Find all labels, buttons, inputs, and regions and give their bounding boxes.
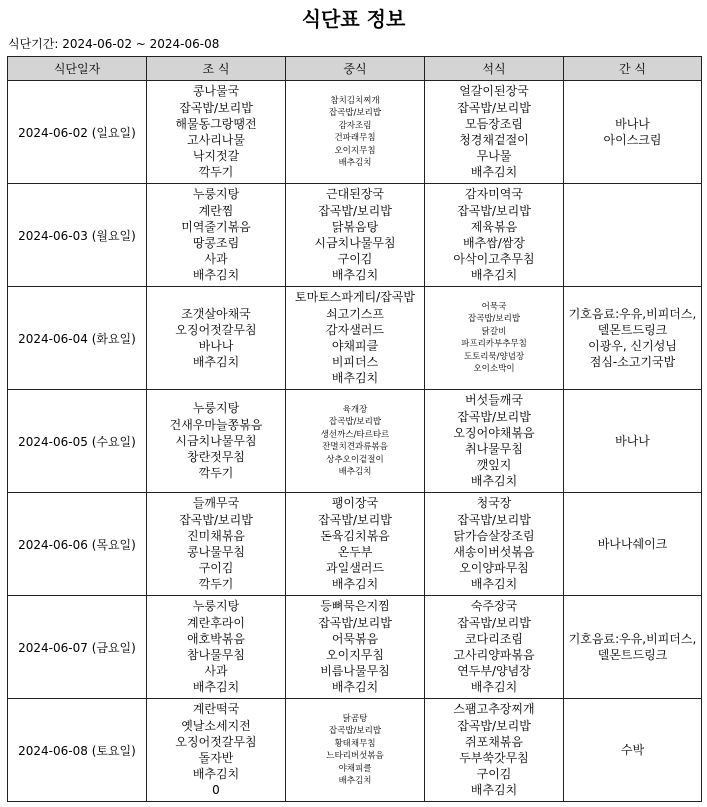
dinner-cell [425,596,564,699]
menu-item: 배추김치 [192,767,240,782]
menu-item: 누룽지탕 [192,187,240,202]
menu-item: 계란떡국 [192,702,240,717]
menu-item: 청경채겉절이 [459,133,529,147]
breakfast-list [149,701,283,798]
menu-item: 바나나 [615,116,650,131]
header-lunch: 중식 [286,57,425,81]
menu-item: 이광우, 신기성님 [588,339,677,353]
menu-item: 건새우마늘쫑볶음 [169,417,263,432]
breakfast-list [149,400,283,481]
menu-item: 닭가슴살장조림 [453,528,535,543]
menu-item: 아이스크림 [603,133,662,147]
dinner-cell [425,287,564,390]
menu-item: 델몬트드링크 [597,648,668,662]
menu-item: 야채피클 [338,763,372,774]
dinner-list [427,301,561,376]
menu-item: 기호음료:우유,비피더스, [568,306,697,321]
menu-item: 낙지젓갈 [192,149,240,164]
menu-item: 사과 [204,252,228,267]
snack-cell [564,493,702,596]
snack-list [566,306,699,371]
menu-item: 깍두기 [198,466,234,481]
menu-item: 무나물 [476,149,512,164]
menu-item: 생선까스/타르타르 [320,429,390,440]
breakfast-list [149,83,283,180]
menu-item: 시금치나물무침 [314,236,396,250]
snack-cell [564,81,702,184]
dinner-list [427,701,561,798]
menu-item: 잔멸치견과류볶음 [322,442,388,452]
menu-item: 배추김치 [192,355,240,370]
breakfast-list [149,495,283,592]
breakfast-cell [147,493,286,596]
snack-cell [564,390,702,493]
menu-item: 잡곡밥/보리밥 [328,417,382,427]
menu-period: 식단기간: 2024-06-02 ~ 2024-06-08 [8,37,220,51]
dinner-cell [425,699,564,802]
menu-item: 깻잎지 [476,458,512,473]
dinner-cell [425,493,564,596]
menu-item: 온두부 [337,545,373,559]
menu-item: 배추김치 [331,577,379,592]
menu-item: 쥐포채볶음 [465,734,523,749]
menu-item: 바나나 [615,433,650,448]
menu-item: 깍두기 [198,165,234,180]
menu-item: 모듬장조림 [465,116,523,131]
meal-date: 2024-06-04 (화요일) [8,287,147,390]
menu-item: 잡곡밥/보리밥 [457,718,531,733]
meal-date: 2024-06-02 (일요일) [8,81,147,184]
menu-item: 잡곡밥/보리밥 [457,409,531,424]
breakfast-cell [147,596,286,699]
breakfast-cell [147,81,286,184]
menu-item: 감자조림 [338,120,372,131]
menu-item: 구이김 [337,252,373,267]
menu-item: 사과 [204,664,228,679]
menu-item: 배추김치 [338,776,372,786]
snack-list [566,536,699,552]
menu-item: 시금치나물무침 [175,433,257,448]
menu-item: 숙주장국 [470,599,518,614]
dinner-list [427,83,561,180]
menu-item: 땅콩조림 [192,236,240,250]
meal-table [7,56,702,802]
breakfast-list [149,186,283,283]
menu-item: 오이양파무침 [459,561,529,576]
menu-item: 배추김치 [470,268,518,283]
menu-item: 잡곡밥/보리밥 [318,615,392,630]
menu-item: 구이김 [476,767,512,782]
menu-item: 누룽지탕 [192,599,240,614]
menu-item: 델몬트드링크 [597,322,668,337]
menu-item: 계란후라이 [187,615,245,630]
header-dinner: 석식 [425,57,564,81]
menu-item: 잡곡밥/보리밥 [328,726,382,736]
menu-item: 야채피클 [331,339,379,353]
lunch-list [288,598,422,695]
menu-item: 토마토스파게티/잡곡밥 [295,290,415,305]
table-row [8,184,702,287]
page-title: 식단표 정보 [301,7,406,31]
menu-item: 기호음료:우유,비피더스, [568,631,697,646]
header-date: 식단일자 [8,57,147,81]
menu-item: 배추김치 [338,467,372,477]
dinner-list [427,598,561,695]
menu-item: 계란찜 [198,203,234,218]
menu-item: 콩나물무침 [187,545,245,559]
lunch-cell [286,596,425,699]
menu-item: 잡곡밥/보리밥 [467,314,521,324]
menu-item: 배추김치 [192,680,240,695]
menu-item: 새송이버섯볶음 [453,545,535,559]
lunch-cell [286,390,425,493]
menu-item: 잡곡밥/보리밥 [457,512,531,527]
menu-item: 닭갈비 [481,326,507,337]
menu-item: 감자샐러드 [326,322,384,337]
meal-date: 2024-06-08 (토요일) [8,699,147,802]
menu-item: 깍두기 [198,577,234,592]
menu-item: 비름나물무침 [320,664,390,679]
dinner-list [427,186,561,283]
menu-item: 잡곡밥/보리밥 [328,108,382,118]
table-row [8,596,702,699]
menu-item: 아삭이고추무침 [453,252,535,267]
table-header-row [8,57,702,81]
lunch-list [288,186,422,283]
menu-item: 감자미역국 [465,187,523,202]
menu-item: 오징어젓갈무침 [175,322,257,337]
meal-date: 2024-06-03 (월요일) [8,184,147,287]
menu-item: 도토리묵/양념장 [463,351,525,362]
menu-item: 잡곡밥/보리밥 [457,615,531,630]
menu-item: 구이김 [198,561,234,576]
menu-item: 연두부/양념장 [457,664,531,679]
menu-item: 오징어야채볶음 [453,425,535,440]
menu-item: 배추김치 [470,783,518,798]
meal-date: 2024-06-05 (수요일) [8,390,147,493]
menu-item: 배추쌈/쌈장 [462,236,525,250]
breakfast-list [149,306,283,371]
table-row [8,81,702,184]
snack-list [566,116,699,148]
menu-item: 배추김치 [470,165,518,180]
menu-item: 콩나물국 [192,84,240,99]
breakfast-cell [147,184,286,287]
menu-item: 과일샐러드 [326,561,384,576]
menu-item: 고사리양파볶음 [453,648,535,662]
menu-item: 팽이장국 [331,496,379,511]
menu-item: 잡곡밥/보리밥 [318,512,392,527]
menu-item: 돌자반 [198,751,234,765]
lunch-cell [286,184,425,287]
menu-item: 돈육김치볶음 [320,528,390,543]
menu-item: 옛날소세지전 [181,718,251,733]
header-snack: 간 식 [564,57,702,81]
menu-item: 얼갈이된장국 [459,84,529,99]
snack-cell [564,596,702,699]
menu-item: 오이지무침 [326,648,384,662]
menu-item: 잡곡밥/보리밥 [457,203,531,218]
dinner-list [427,392,561,489]
menu-item: 참나물무침 [187,648,245,662]
dinner-cell [425,184,564,287]
menu-item: 스팸고추장찌개 [453,702,535,717]
menu-item: 상추오이겉절이 [326,454,384,465]
menu-item: 수박 [620,742,645,757]
menu-item: 조갯살아채국 [181,306,251,321]
menu-item: 버섯들깨국 [465,393,523,408]
breakfast-list [149,598,283,695]
snack-cell [564,287,702,390]
table-row [8,390,702,493]
menu-item: 점심-소고기국밥 [589,355,676,370]
dinner-cell [425,390,564,493]
menu-item: 배추김치 [470,680,518,695]
snack-cell [564,184,702,287]
menu-item: 쇠고기스프 [326,306,384,321]
menu-item: 비피더스 [331,355,379,370]
menu-item: 창란젓무침 [187,450,245,465]
menu-item: 어묵국 [481,301,507,312]
menu-item: 누룽지탕 [192,401,240,416]
menu-item: 배추김치 [331,268,379,283]
menu-item: 청국장 [476,496,512,511]
meal-date: 2024-06-06 (목요일) [8,493,147,596]
menu-item: 참치김치찌개 [330,95,380,106]
menu-item: 오징어젓갈무침 [175,734,257,749]
menu-item: 배추김치 [470,577,518,592]
menu-item: 오이소박이 [473,364,515,374]
menu-item: 잡곡밥/보리밥 [457,100,531,115]
menu-item: 배추김치 [192,268,240,283]
menu-item: 제육볶음 [470,219,518,234]
lunch-list [288,95,422,170]
lunch-cell [286,493,425,596]
lunch-list [288,289,422,386]
menu-item: 닭볶음탕 [331,219,379,234]
breakfast-cell [147,390,286,493]
table-row [8,699,702,802]
menu-item: 해물동그랑땡전 [175,116,257,131]
menu-item: 파프리카부추무침 [461,339,527,349]
lunch-list [288,404,422,479]
menu-item: 배추김치 [338,158,372,168]
menu-item: 바나나 [198,339,234,353]
snack-list [566,742,699,758]
menu-item: 황태채무침 [334,738,376,749]
menu-item: 취나물무침 [465,442,523,456]
breakfast-cell [147,287,286,390]
menu-item: 코다리조림 [465,631,523,646]
menu-item: 육개장 [342,404,368,415]
dinner-list [427,495,561,592]
breakfast-cell [147,699,286,802]
menu-item: 근대된장국 [326,187,384,202]
lunch-cell [286,287,425,390]
lunch-list [288,495,422,592]
menu-item: 오이지무침 [334,145,376,156]
lunch-cell [286,81,425,184]
menu-item: 애호박볶음 [187,631,245,646]
menu-item: 미역줄기볶음 [181,219,251,234]
header-breakfast: 조 식 [147,57,286,81]
snack-list [566,631,699,663]
menu-item: 배추김치 [331,371,379,386]
menu-item: 진미채볶음 [187,528,245,543]
menu-item: 잡곡밥/보리밥 [179,100,253,115]
snack-cell [564,699,702,802]
menu-item: 들깨무국 [192,496,240,511]
lunch-list [288,713,422,788]
snack-list [566,433,699,449]
menu-item: 잡곡밥/보리밥 [179,512,253,527]
menu-item: 느타리버섯볶음 [326,751,384,761]
table-row [8,493,702,596]
table-row [8,287,702,390]
lunch-cell [286,699,425,802]
menu-item: 닭곰탕 [342,713,368,724]
dinner-cell [425,81,564,184]
menu-item: 잡곡밥/보리밥 [318,203,392,218]
table-body [8,81,702,802]
menu-item: 0 [212,783,220,798]
menu-item: 어묵볶음 [331,631,379,646]
menu-item: 두부쑥갓무침 [459,751,529,765]
menu-item: 배추김치 [331,680,379,695]
menu-item: 등뼈묵은지찜 [320,599,390,614]
menu-item: 건파래무침 [334,133,376,143]
meal-date: 2024-06-07 (금요일) [8,596,147,699]
menu-item: 바나나쉐이크 [597,536,668,551]
menu-item: 배추김치 [470,474,518,489]
menu-item: 고사리나물 [187,133,245,147]
